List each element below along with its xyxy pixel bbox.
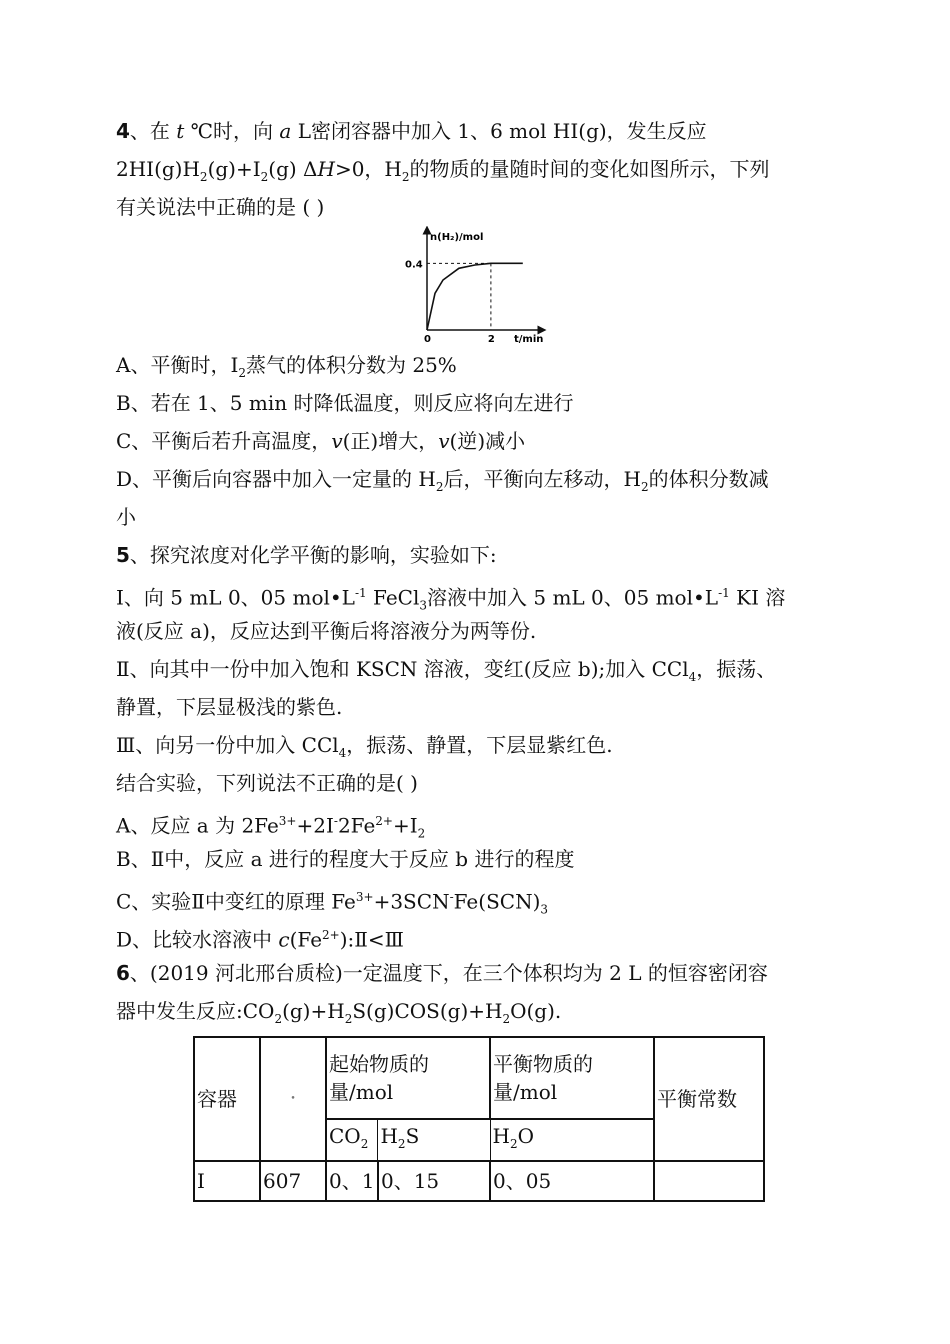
q4-line-1 bbox=[116, 118, 707, 144]
text: 3+ bbox=[355, 890, 374, 904]
text: 的体积分数减 bbox=[648, 467, 769, 491]
text: 、探究浓度对化学平衡的影响，实验如下: bbox=[129, 543, 497, 567]
text: 2 bbox=[274, 1012, 283, 1026]
text: 3+ bbox=[278, 814, 297, 828]
cell-k bbox=[654, 1161, 764, 1201]
text: C、实验Ⅱ中变红的原理 Fe bbox=[116, 889, 356, 914]
text: 后，平衡向左移动，H bbox=[443, 467, 641, 491]
subheader-h2s bbox=[378, 1119, 490, 1161]
text: 2 bbox=[640, 480, 649, 494]
q5-step-1-cont: 液(反应 a)，反应达到平衡后将溶液分为两等份. bbox=[116, 619, 537, 643]
header-temperature: • bbox=[260, 1037, 326, 1161]
text: 2 bbox=[238, 366, 246, 380]
text: 、(2019 河北邢台质检)一定温度下，在三个体积均为 2 L 的恒容密闭容 bbox=[129, 961, 768, 985]
text: A、平衡时，I bbox=[116, 353, 239, 377]
equilibrium-table bbox=[193, 1036, 765, 1202]
q5-step-1 bbox=[116, 580, 785, 619]
text: CO bbox=[329, 1124, 361, 1148]
text: Ⅰ、向 5 mL 0、05 mol•L bbox=[116, 585, 355, 610]
text: ，振荡、静置，下层显紫红色. bbox=[346, 733, 613, 757]
text: +3SCN bbox=[373, 889, 450, 914]
text: Fe(SCN) bbox=[453, 889, 541, 914]
q4-option-d-cont: 小 bbox=[116, 505, 136, 529]
text: 2 bbox=[344, 1012, 353, 1026]
q4-line-2 bbox=[116, 156, 770, 190]
cell-container: Ⅰ bbox=[194, 1161, 260, 1201]
text: H bbox=[492, 1124, 510, 1148]
h2-amount-chart bbox=[392, 226, 562, 344]
text: C、平衡后若升高温度， bbox=[116, 429, 332, 453]
q4-option-d bbox=[116, 466, 769, 500]
text: +I bbox=[393, 813, 418, 838]
text: 4 bbox=[688, 670, 697, 684]
y-tick-label: 0.4 bbox=[405, 259, 423, 271]
text: S(g)COS(g)+H bbox=[352, 999, 503, 1023]
text: 蒸气的体积分数为 25% bbox=[245, 353, 457, 377]
q4-line-3: 有关说法中正确的是 ( ) bbox=[116, 195, 325, 219]
text: (g) Δ bbox=[268, 157, 318, 181]
q4-option-a bbox=[116, 352, 457, 386]
text: Ⅲ、向另一份中加入 CCl bbox=[116, 733, 339, 757]
text: ℃时，向 bbox=[184, 119, 280, 143]
text: c bbox=[278, 927, 290, 952]
q5-option-b: B、Ⅱ中，反应 a 进行的程度大于反应 b 进行的程度 bbox=[116, 847, 575, 871]
text: 4 bbox=[338, 746, 347, 760]
q5-step-2-cont: 静置，下层显极浅的紫色. bbox=[116, 695, 343, 719]
text: a bbox=[279, 119, 292, 143]
text: 2 bbox=[435, 480, 444, 494]
text: (Fe bbox=[289, 927, 323, 952]
h2-series-line bbox=[427, 263, 523, 330]
text: 器中发生反应:CO bbox=[116, 999, 275, 1023]
cell-h2s: 0、15 bbox=[378, 1161, 490, 1201]
text: ):Ⅱ<Ⅲ bbox=[339, 927, 404, 952]
text: 3 bbox=[540, 902, 549, 917]
text: -1 bbox=[354, 586, 367, 600]
q5-option-c bbox=[116, 884, 548, 923]
text: O bbox=[517, 1124, 534, 1148]
text: 2+ bbox=[375, 814, 393, 828]
text: Ⅱ、向其中一份中加入饱和 KSCN 溶液，变红(反应 b);加入 CCl bbox=[116, 657, 689, 681]
x-tick-label: 2 bbox=[487, 334, 495, 344]
header-equilibrium-amount: 平衡物质的量/mol bbox=[490, 1037, 654, 1119]
text: 2 bbox=[260, 170, 269, 184]
text: - bbox=[449, 890, 454, 904]
q5-step-3 bbox=[116, 732, 613, 766]
q4-option-c bbox=[116, 428, 525, 454]
text: 的物质的量随时间的变化如图所示，下列 bbox=[409, 157, 770, 181]
q5-intro bbox=[116, 542, 497, 568]
text: D、比较水溶液中 bbox=[116, 927, 279, 952]
header-container: 容器 bbox=[194, 1037, 260, 1161]
q6-line-2 bbox=[116, 998, 561, 1032]
text: A、反应 a 为 2Fe bbox=[116, 813, 279, 838]
header-equilibrium-constant: 平衡常数 bbox=[654, 1037, 764, 1161]
text: KI 溶 bbox=[729, 585, 786, 610]
text: (逆)减小 bbox=[449, 429, 526, 453]
q5-option-a bbox=[116, 808, 425, 847]
text: -1 bbox=[718, 586, 730, 600]
subheader-h2o bbox=[490, 1119, 654, 1161]
q5-question: 结合实验，下列说法不正确的是( ) bbox=[116, 771, 418, 795]
q6-line-1 bbox=[116, 960, 768, 986]
text: v bbox=[438, 429, 450, 453]
text: v bbox=[331, 429, 343, 453]
header-initial-amount: 起始物质的量/mol bbox=[326, 1037, 490, 1119]
text: 2HI(g)H bbox=[116, 157, 200, 181]
text: >0，H bbox=[334, 157, 402, 181]
q4-option-b: B、若在 1、5 min 时降低温度，则反应将向左进行 bbox=[116, 391, 574, 415]
text: 2 bbox=[509, 1137, 518, 1151]
text: 2 bbox=[417, 826, 426, 841]
text: - bbox=[333, 814, 338, 828]
y-axis-label: n(H₂)/mol bbox=[430, 232, 484, 243]
text: 2Fe bbox=[337, 813, 376, 838]
text: 2+ bbox=[322, 928, 340, 942]
origin-label: 0 bbox=[424, 334, 431, 344]
q5-number: 5 bbox=[116, 543, 130, 567]
text: O(g). bbox=[510, 999, 562, 1023]
text: 2 bbox=[397, 1137, 406, 1151]
cell-h2o: 0、05 bbox=[490, 1161, 654, 1201]
text: 、在 bbox=[129, 119, 177, 143]
text: (正)增大， bbox=[342, 429, 439, 453]
text: (g)+H bbox=[282, 999, 345, 1023]
subheader-co2 bbox=[326, 1119, 378, 1161]
text: ，振荡、 bbox=[696, 657, 777, 681]
text: 2 bbox=[502, 1012, 511, 1026]
text: 2 bbox=[401, 170, 410, 184]
text: H bbox=[380, 1124, 398, 1148]
q5-option-d bbox=[116, 922, 404, 953]
text: 溶液中加入 5 mL 0、05 mol•L bbox=[427, 585, 719, 610]
text: H bbox=[317, 157, 335, 181]
x-axis-label: t/min bbox=[514, 334, 544, 344]
q5-step-2 bbox=[116, 656, 776, 690]
q6-number: 6 bbox=[116, 961, 130, 985]
text: t bbox=[176, 119, 185, 143]
q4-number: 4 bbox=[116, 119, 130, 143]
text: 3 bbox=[419, 598, 427, 613]
text: FeCl bbox=[366, 585, 420, 610]
cell-temperature: 607 bbox=[260, 1161, 326, 1201]
text: S bbox=[405, 1124, 420, 1148]
table-row bbox=[194, 1161, 764, 1201]
text: 2 bbox=[360, 1137, 369, 1151]
text: L密闭容器中加入 1、6 mol HI(g)，发生反应 bbox=[291, 119, 707, 143]
cell-co2: 0、1 bbox=[326, 1161, 378, 1201]
text: 2 bbox=[199, 170, 208, 184]
text: D、平衡后向容器中加入一定量的 H bbox=[116, 467, 436, 491]
text: +2I bbox=[296, 813, 334, 838]
text: (g)+I bbox=[207, 157, 261, 181]
